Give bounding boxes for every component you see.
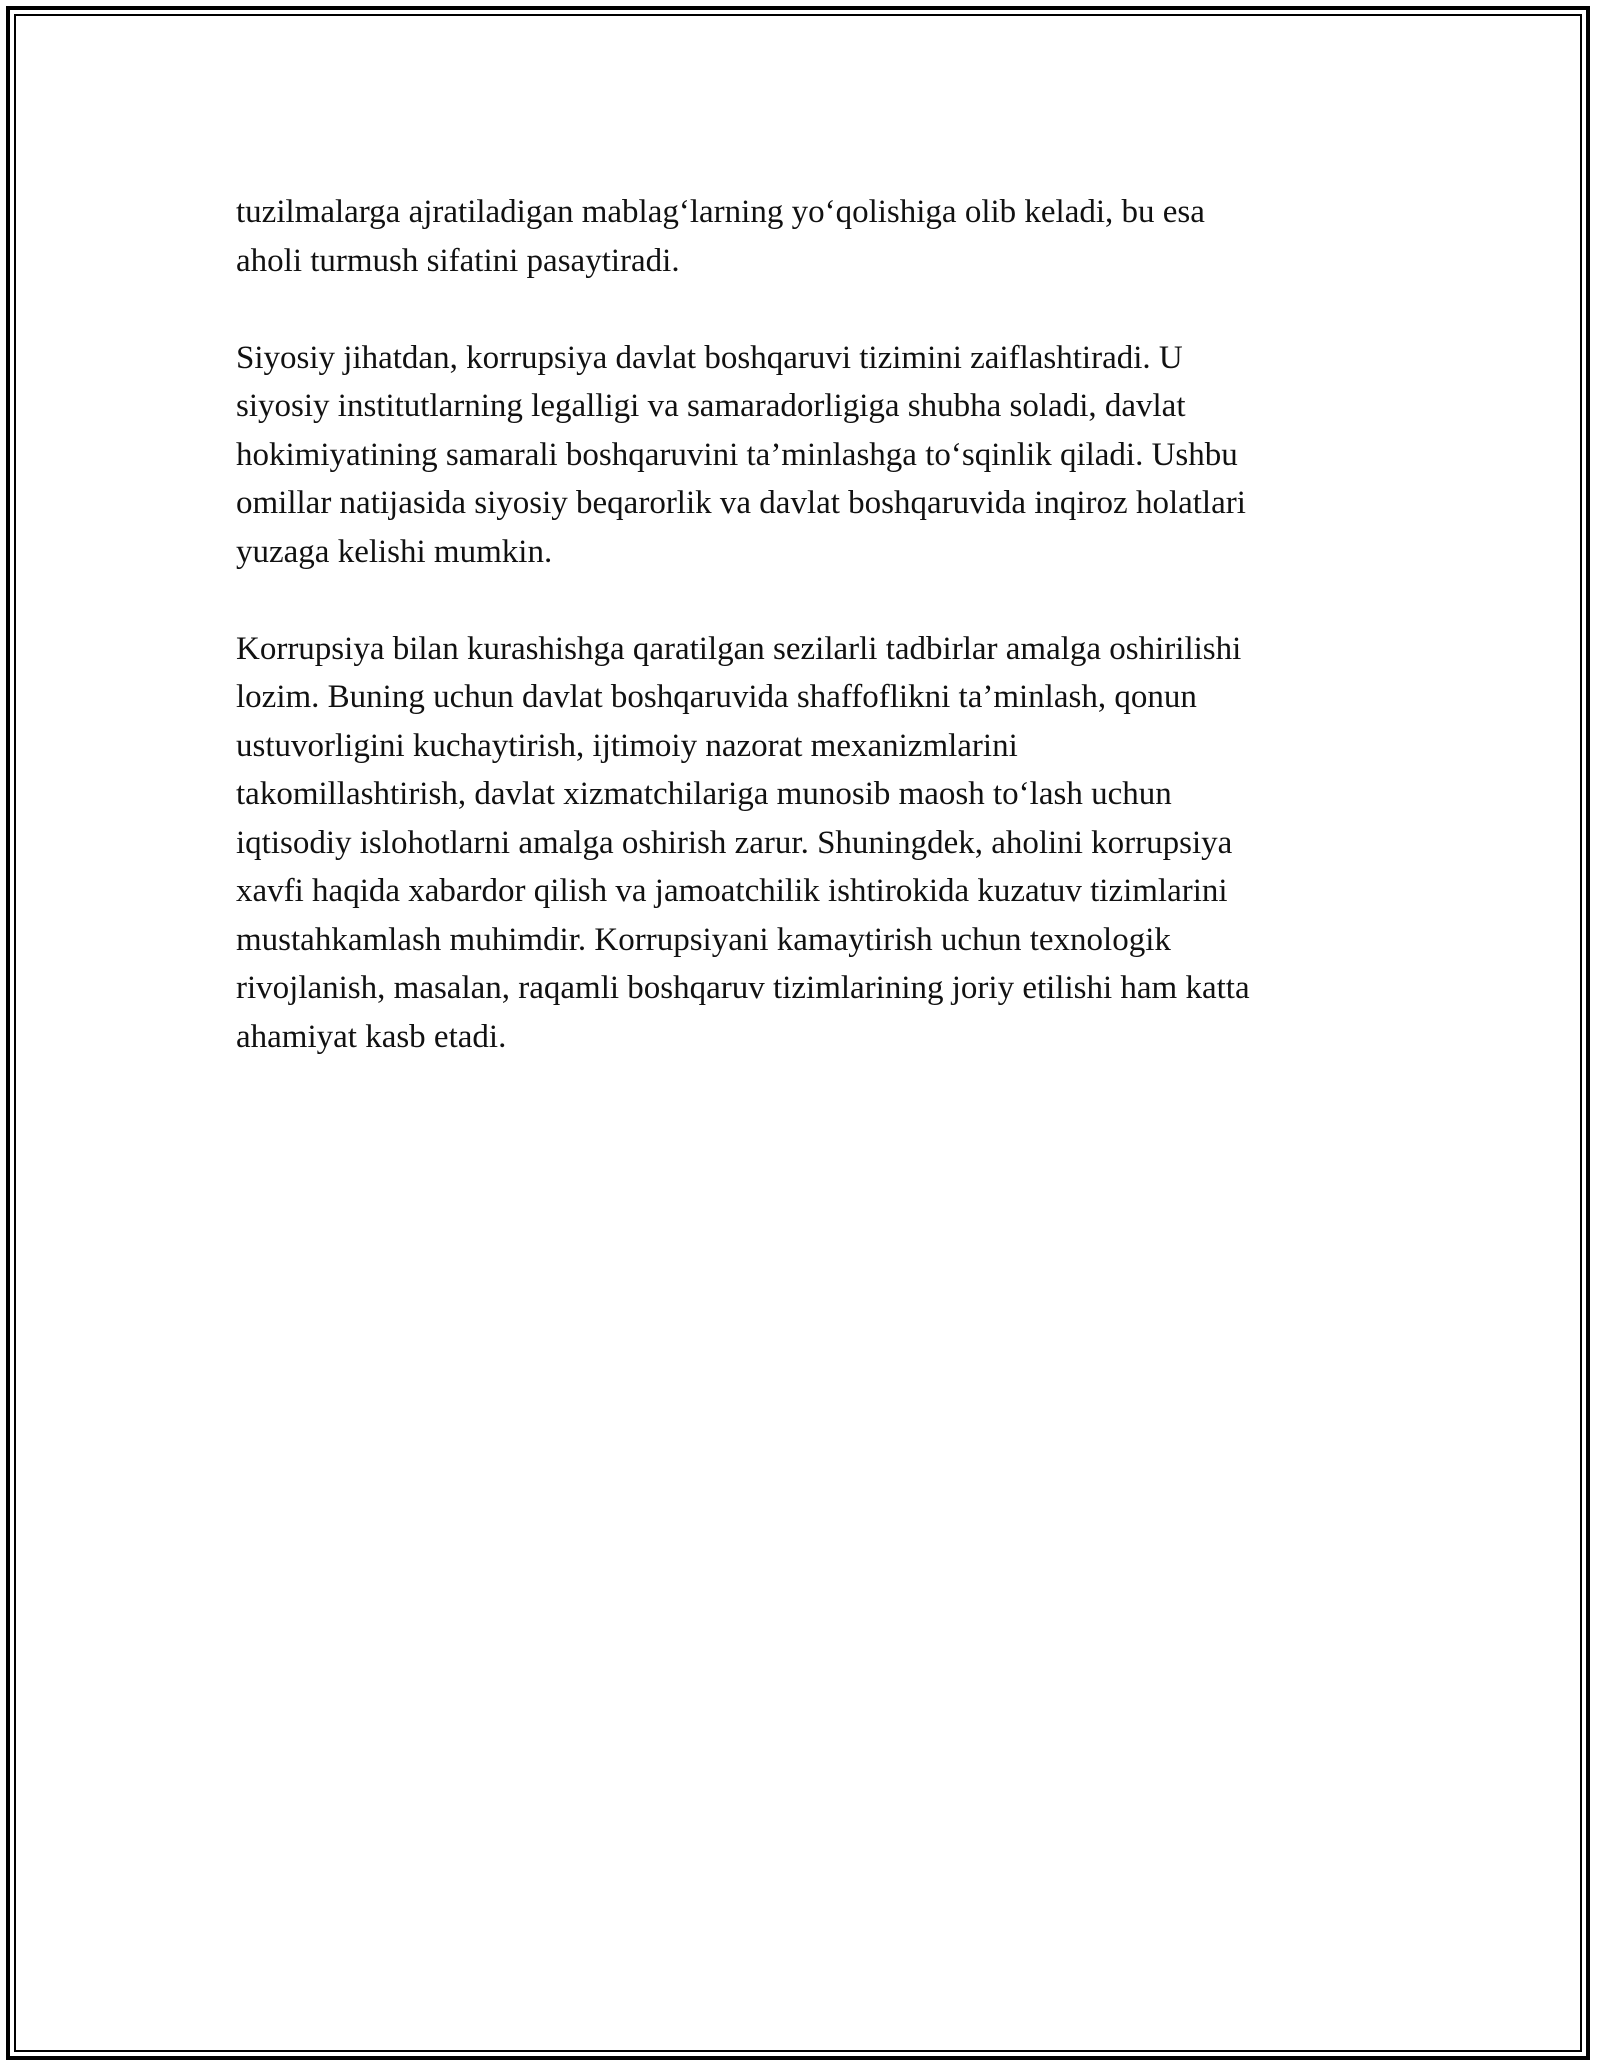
document-body: [236, 188, 1376, 1110]
paragraph-line: ahamiyat kasb etadi.: [236, 1018, 507, 1055]
paragraph-line: hokimiyatining samarali boshqaruvini ta’minlashga to‘sqinlik qiladi. Ushbu: [236, 436, 1238, 473]
paragraph-line: yuzaga kelishi mumkin.: [236, 533, 553, 570]
paragraph-2: [236, 334, 1376, 577]
paragraph-line: lozim. Buning uchun davlat boshqaruvida shaffoflikni ta’minlash, qonun: [236, 679, 1197, 715]
paragraph-line: ustuvorligini kuchaytirish, ijtimoiy nazorat mexanizmlarini: [236, 727, 1018, 764]
paragraph-3: [236, 625, 1376, 1062]
paragraph-line: iqtisodiy islohotlarni amalga oshirish zarur. Shuningdek, aholini korrupsiya: [236, 824, 1233, 861]
paragraph-line: omillar natijasida siyosiy beqarorlik va davlat boshqaruvida inqiroz holatlari: [236, 485, 1246, 521]
paragraph-line: takomillashtirish, davlat xizmatchilariga munosib maosh to‘lash uchun: [236, 776, 1172, 812]
paragraph-line: mustahkamlash muhimdir. Korrupsiyani kamaytirish uchun texnologik: [236, 921, 1171, 958]
paragraph-line: siyosiy institutlarning legalligi va samaradorligiga shubha soladi, davlat: [236, 388, 1186, 424]
paragraph-line: rivojlanish, masalan, raqamli boshqaruv tizimlarining joriy etilishi ham katta: [236, 970, 1250, 1006]
paragraph-line: aholi turmush sifatini pasaytiradi.: [236, 242, 680, 279]
paragraph-1: [236, 188, 1376, 285]
paragraph-line: xavfi haqida xabardor qilish va jamoatchilik ishtirokida kuzatuv tizimlarini: [236, 873, 1228, 909]
paragraph-line: Korrupsiya bilan kurashishga qaratilgan sezilarli tadbirlar amalga oshirilishi: [236, 630, 1242, 667]
paragraph-line: Siyosiy jihatdan, korrupsiya davlat boshqaruvi tizimini zaiflashtiradi. U: [236, 339, 1183, 376]
paragraph-line: tuzilmalarga ajratiladigan mablag‘larning yo‘qolishiga olib keladi, bu esa: [236, 194, 1205, 230]
